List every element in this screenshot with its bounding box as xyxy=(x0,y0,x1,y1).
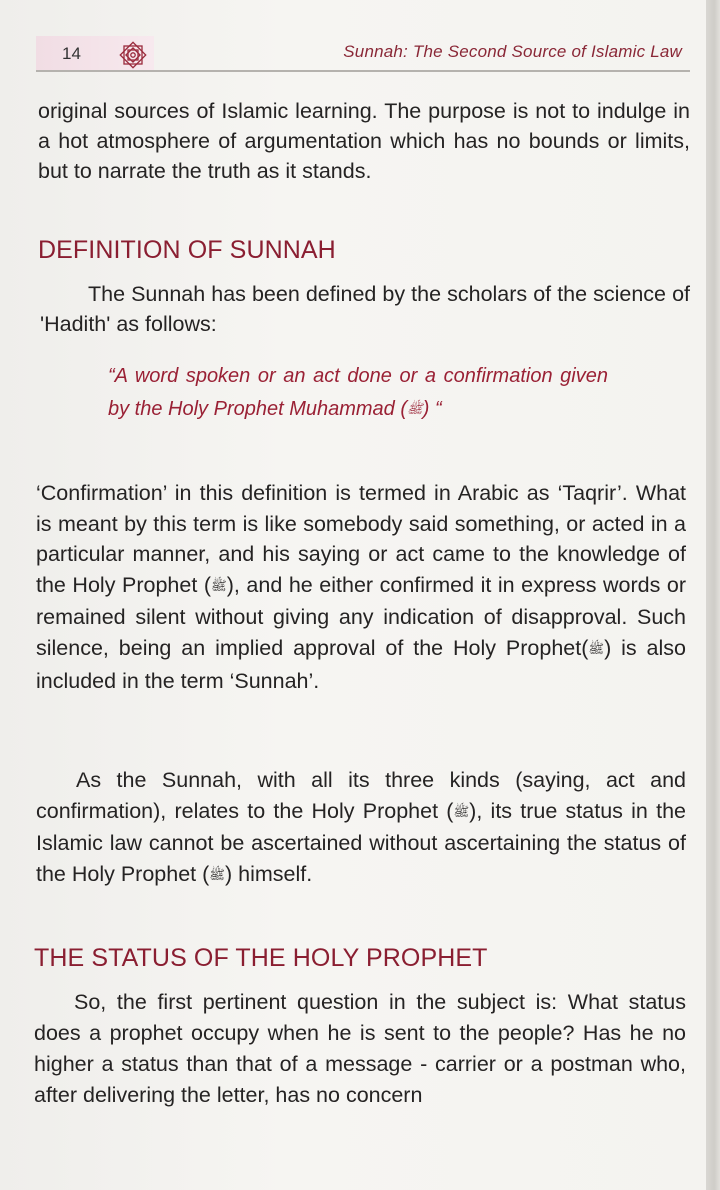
header-rule xyxy=(36,70,690,72)
honorific-glyph: ﷺ xyxy=(209,868,225,883)
section-heading-definition: DEFINITION OF SUNNAH xyxy=(38,236,336,264)
sunnah-kinds-text-c: ) himself. xyxy=(225,862,313,886)
confirmation-text-a: ‘Confirmation’ in this definition is termed in Arabic as ‘Taqrir’. What is meant by this term is like somebody said something, or acted in a particular manner, and his saying or act came to the knowledge of the Holy Prophet ( xyxy=(36,481,686,597)
honorific-glyph: ﷺ xyxy=(407,402,423,417)
geometric-star-ornament-icon xyxy=(116,38,150,72)
confirmation-paragraph xyxy=(36,478,686,696)
sunnah-kinds-paragraph xyxy=(36,765,686,891)
definition-paragraph: The Sunnah has been defined by the scholars of the science of 'Hadith' as follows: xyxy=(40,282,690,336)
quote-end: ) “ xyxy=(422,398,442,420)
definition-quote xyxy=(108,360,608,426)
intro-paragraph: original sources of Islamic learning. The purpose is not to indulge in a hot atmosphere of argumentation which has no bounds or limits, but to narrate the truth as it stands. xyxy=(38,99,690,183)
honorific-glyph: ﷺ xyxy=(453,805,470,820)
honorific-glyph: ﷺ xyxy=(211,578,227,594)
page-edge xyxy=(706,0,720,1190)
page-number: 14 xyxy=(62,44,81,63)
confirmation-text-b: ), and he either confirmed it in express words or remained silent without giving any indication of disapproval. Such silence, being an implied approval of the Holy Prophet( xyxy=(36,572,687,660)
honorific-glyph: ﷺ xyxy=(588,641,605,657)
sunnah-kinds-text-b: ), its true status in the Islamic law cannot be ascertained without ascertaining the status of the Holy Prophet ( xyxy=(36,799,686,886)
sunnah-kinds-text-a: As the Sunnah, with all its three kinds (saying, act and confirmation), relates to the Holy Prophet ( xyxy=(36,768,686,823)
status-paragraph: So, the first pertinent question in the subject is: What status does a prophet occupy when he is sent to the people? Has he no higher a status than that of a message - carrier or a postman who, after delivering the letter, has no concern xyxy=(34,990,686,1107)
quote-text: “A word spoken or an act done or a confirmation given by the Holy Prophet Muhammad ( xyxy=(108,365,608,420)
section-heading-status: THE STATUS OF THE HOLY PROPHET xyxy=(34,944,488,972)
running-head: Sunnah: The Second Source of Islamic Law xyxy=(343,42,682,61)
confirmation-text-c: ) is also included in the term ‘Sunnah’. xyxy=(36,635,686,693)
page-header xyxy=(36,30,690,74)
